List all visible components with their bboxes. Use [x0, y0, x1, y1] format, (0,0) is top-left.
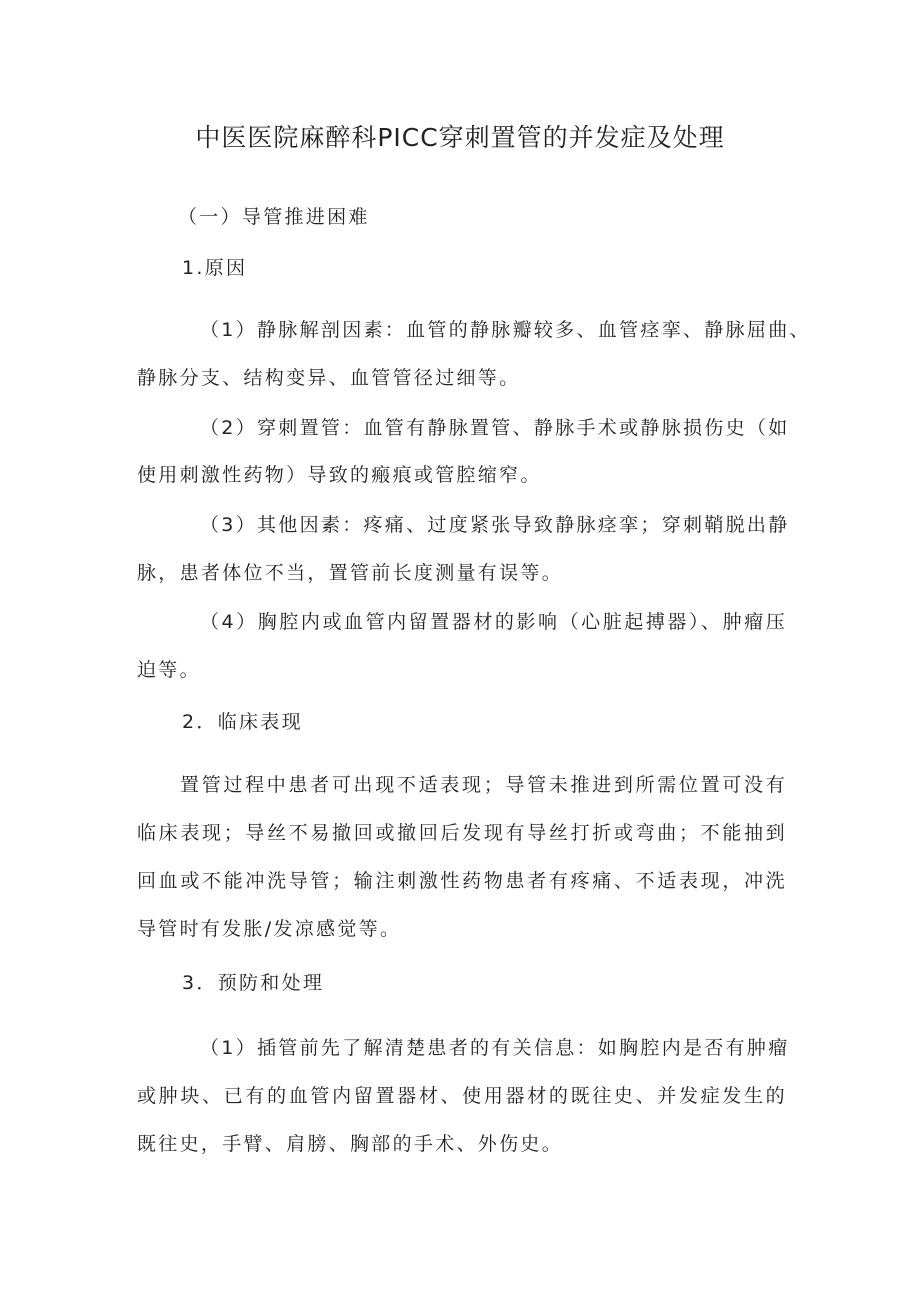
clinical-line-1: 置管过程中患者可出现不适表现；导管未推进到所需位置可没有 [180, 774, 787, 796]
cause-1-line-2: 静脉分支、结构变异、血管管径过细等。 [137, 367, 521, 389]
prevention-1-line-1: （1）插管前先了解清楚患者的有关信息：如胸腔内是否有肿瘤 [200, 1037, 790, 1059]
cause-3-line-1: （3）其他因素：疼痛、过度紧张导致静脉痉挛；穿刺鞘脱出静 [200, 514, 790, 536]
clinical-line-2: 临床表现；导丝不易撤回或撤回后发现有导丝打折或弯曲；不能抽到 [137, 822, 787, 844]
cause-1-line-1: （1）静脉解剖因素：血管的静脉瓣较多、血管痉挛、静脉屈曲、 [200, 319, 811, 341]
document-title: 中医医院麻醉科PICC穿刺置管的并发症及处理 [195, 123, 725, 152]
cause-2-line-2: 使用刺激性药物）导致的瘢痕或管腔缩窄。 [137, 464, 542, 486]
subsection-heading-clinical: 2．临床表现 [182, 711, 303, 733]
cause-3-line-2: 脉，患者体位不当，置管前长度测量有误等。 [137, 562, 564, 584]
prevention-1-line-2: 或肿块、已有的血管内留置器材、使用器材的既往史、并发症发生的 [137, 1085, 787, 1107]
prevention-1-line-3: 既往史，手臂、肩膀、胸部的手术、外伤史。 [137, 1133, 564, 1155]
cause-2-line-1: （2）穿刺置管：血管有静脉置管、静脉手术或静脉损伤史（如 [200, 417, 790, 439]
subsection-heading-causes: 1.原因 [182, 257, 248, 279]
cause-4-line-2: 迫等。 [137, 659, 201, 681]
clinical-line-4: 导管时有发胀/发凉感觉等。 [137, 918, 402, 940]
clinical-line-3: 回血或不能冲洗导管；输注刺激性药物患者有疼痛、不适表现，冲洗 [137, 870, 787, 892]
subsection-heading-prevention: 3．预防和处理 [182, 972, 325, 994]
cause-4-line-1: （4）胸腔内或血管内留置器材的影响（心脏起搏器）、肿瘤压 [200, 611, 787, 633]
section-heading: （一）导管推进困难 [178, 206, 370, 228]
